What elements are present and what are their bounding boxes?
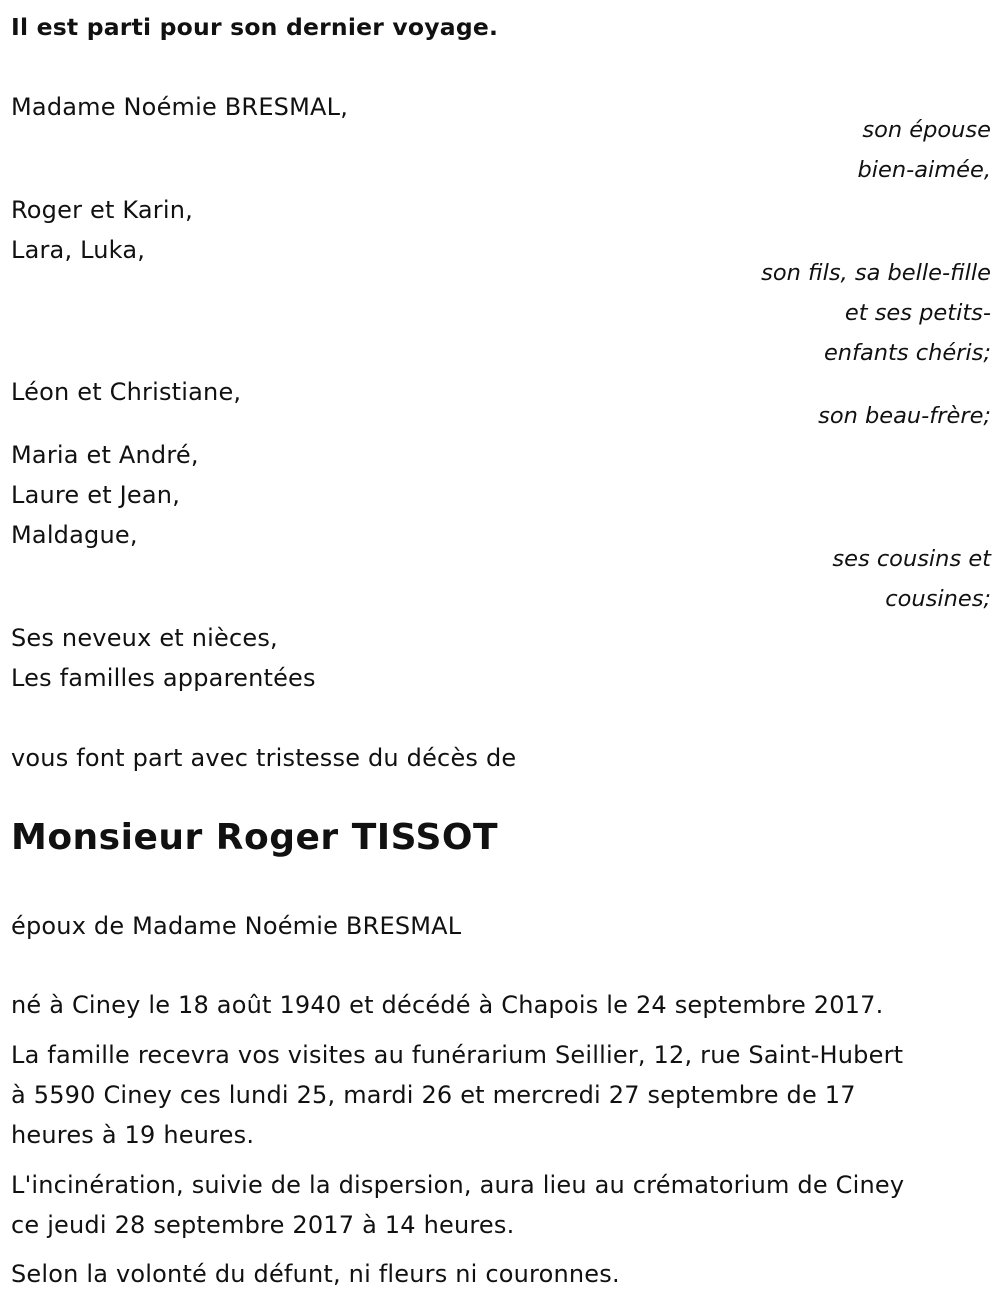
spouse-line: époux de Madame Noémie BRESMAL xyxy=(11,912,462,940)
family-name-line: Les familles apparentées xyxy=(11,664,316,692)
family-relation-line: son épouse xyxy=(862,117,991,143)
deceased-name: Monsieur Roger TISSOT xyxy=(11,817,499,858)
family-relation-line: ses cousins et xyxy=(832,546,991,572)
family-relation-line: son beau-frère; xyxy=(818,403,991,429)
family-name-line: Roger et Karin, xyxy=(11,196,193,224)
visits-line: heures à 19 heures. xyxy=(11,1121,255,1149)
wishes-line: Selon la volonté du défunt, ni fleurs ni couronnes. xyxy=(11,1260,620,1288)
family-relation-line: et ses petits- xyxy=(844,300,991,326)
family-name-line: Laure et Jean, xyxy=(11,481,181,509)
family-name-line: Léon et Christiane, xyxy=(11,378,242,406)
cremation-line: ce jeudi 28 septembre 2017 à 14 heures. xyxy=(11,1211,515,1239)
family-name-line: Ses neveux et nièces, xyxy=(11,624,278,652)
visits-line: à 5590 Ciney ces lundi 25, mardi 26 et mercredi 27 septembre de 17 xyxy=(11,1081,856,1109)
family-name-line: Maria et André, xyxy=(11,441,199,469)
family-relation-line: cousines; xyxy=(885,586,991,612)
announcement: vous font part avec tristesse du décès de xyxy=(11,744,517,772)
family-name-line: Maldague, xyxy=(11,521,138,549)
family-relation-line: bien-aimée, xyxy=(857,157,991,183)
visits-line: La famille recevra vos visites au funérarium Seillier, 12, rue Saint-Hubert xyxy=(11,1041,904,1069)
family-relation-line: enfants chéris; xyxy=(823,340,991,366)
birth-death-line: né à Ciney le 18 août 1940 et décédé à Chapois le 24 septembre 2017. xyxy=(11,991,884,1019)
family-relation-line: son fils, sa belle-fille xyxy=(761,260,991,286)
family-name-line: Lara, Luka, xyxy=(11,236,146,264)
heading: Il est parti pour son dernier voyage. xyxy=(11,13,499,41)
cremation-line: L'incinération, suivie de la dispersion, aura lieu au crématorium de Ciney xyxy=(11,1171,905,1199)
family-name-line: Madame Noémie BRESMAL, xyxy=(11,93,349,121)
